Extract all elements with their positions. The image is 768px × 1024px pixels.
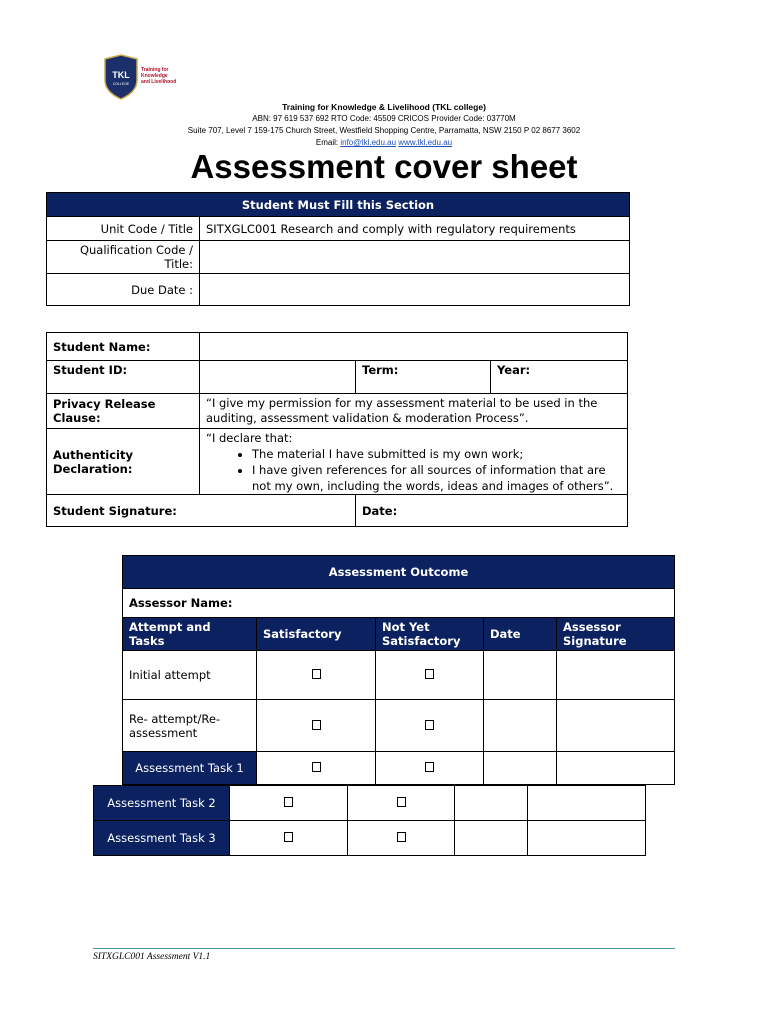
date-cell[interactable] (455, 821, 528, 856)
authenticity-bullet: • I have given references for all sources of information that are not my own, including the words, ideas and images of others”. (252, 462, 621, 494)
footer-text: SITXGLC001 Assessment V1.1 (93, 952, 211, 962)
qualification-label: Qualification Code / Title: (47, 241, 200, 274)
header-abn: ABN: 97 619 537 692 RTO Code: 45509 CRICOS Provider Code: 03770M (252, 114, 516, 123)
privacy-text: “I give my permission for my assessment material to be used in the auditing, assessment validation & moderation Process”. (200, 394, 628, 429)
date-cell[interactable] (455, 786, 528, 821)
assessor-name-label[interactable]: Assessor Name: (123, 589, 675, 618)
assessment-outcome-table (122, 555, 675, 785)
checkbox[interactable] (284, 832, 293, 842)
section-header: Student Must Fill this Section (47, 193, 630, 217)
logo-abbr: TKL (112, 70, 130, 80)
col-not-yet: Not Yet Satisfactory (376, 618, 484, 651)
date-label[interactable]: Date: (356, 495, 628, 527)
privacy-label: Privacy Release Clause: (47, 394, 200, 429)
checkbox[interactable] (397, 832, 406, 842)
due-date-label: Due Date : (47, 274, 200, 306)
task-2-label: Assessment Task 2 (94, 786, 230, 821)
header-college: Training for Knowledge & Livelihood (TKL college) (282, 102, 486, 112)
signature-cell[interactable] (557, 752, 675, 785)
student-details-table (46, 332, 628, 527)
authenticity-text: “I declare that: • The material I have submitted is my own work; • I have given references for all sources of information that are not my own, including the words, ideas and images of others”. (200, 429, 628, 495)
unit-label: Unit Code / Title (47, 217, 200, 241)
header-address: Suite 707, Level 7 159-175 Church Street, Westfield Shopping Centre, Parramatta, NSW 2150 P 02 8677 3602 (187, 126, 581, 135)
authenticity-label: Authenticity Declaration: (47, 429, 200, 495)
date-cell[interactable] (484, 752, 557, 785)
col-attempt: Attempt and Tasks (123, 618, 257, 651)
signature-label[interactable]: Student Signature: (47, 495, 356, 527)
student-name-field[interactable] (200, 333, 628, 361)
col-date: Date (484, 618, 557, 651)
row-initial-label: Initial attempt (123, 651, 257, 700)
checkbox[interactable] (312, 669, 321, 679)
date-cell[interactable] (484, 700, 557, 752)
checkbox[interactable] (425, 669, 434, 679)
row-reattempt-label: Re- attempt/Re-assessment (123, 700, 257, 752)
header-contact: Email: info@tkl.edu.au www.tkl.edu.au (315, 138, 453, 147)
checkbox[interactable] (312, 720, 321, 730)
email-link[interactable]: info@tkl.edu.au (340, 138, 397, 147)
unit-value[interactable]: SITXGLC001 Research and comply with regulatory requirements (200, 217, 630, 241)
task-3-label: Assessment Task 3 (94, 821, 230, 856)
signature-cell[interactable] (557, 700, 675, 752)
logo-sub: COLLEGE (112, 82, 130, 86)
assessment-tasks-table (93, 785, 646, 856)
checkbox[interactable] (397, 797, 406, 807)
checkbox[interactable] (284, 797, 293, 807)
student-name-label: Student Name: (47, 333, 200, 361)
year-field[interactable]: Year: (491, 361, 628, 394)
outcome-header: Assessment Outcome (123, 556, 675, 589)
student-id-field[interactable] (200, 361, 356, 394)
date-cell[interactable] (484, 651, 557, 700)
col-satisfactory: Satisfactory (257, 618, 376, 651)
logo-caption: Training for Knowledge and Livelihood (141, 67, 177, 85)
due-date-field[interactable] (200, 274, 630, 306)
signature-cell[interactable] (528, 786, 646, 821)
task-1-label: Assessment Task 1 (123, 752, 257, 785)
term-field[interactable]: Term: (356, 361, 491, 394)
qualification-field[interactable] (200, 241, 630, 274)
checkbox[interactable] (425, 762, 434, 772)
student-id-label: Student ID: (47, 361, 200, 394)
website-link[interactable]: www.tkl.edu.au (398, 138, 453, 147)
col-signature: Assessor Signature (557, 618, 675, 651)
checkbox[interactable] (312, 762, 321, 772)
footer-divider (93, 948, 675, 949)
student-section-table (46, 192, 630, 306)
authenticity-bullet: • The material I have submitted is my own work; (252, 446, 621, 462)
signature-cell[interactable] (528, 821, 646, 856)
checkbox[interactable] (425, 720, 434, 730)
signature-cell[interactable] (557, 651, 675, 700)
page-title: Assessment cover sheet (190, 148, 578, 185)
